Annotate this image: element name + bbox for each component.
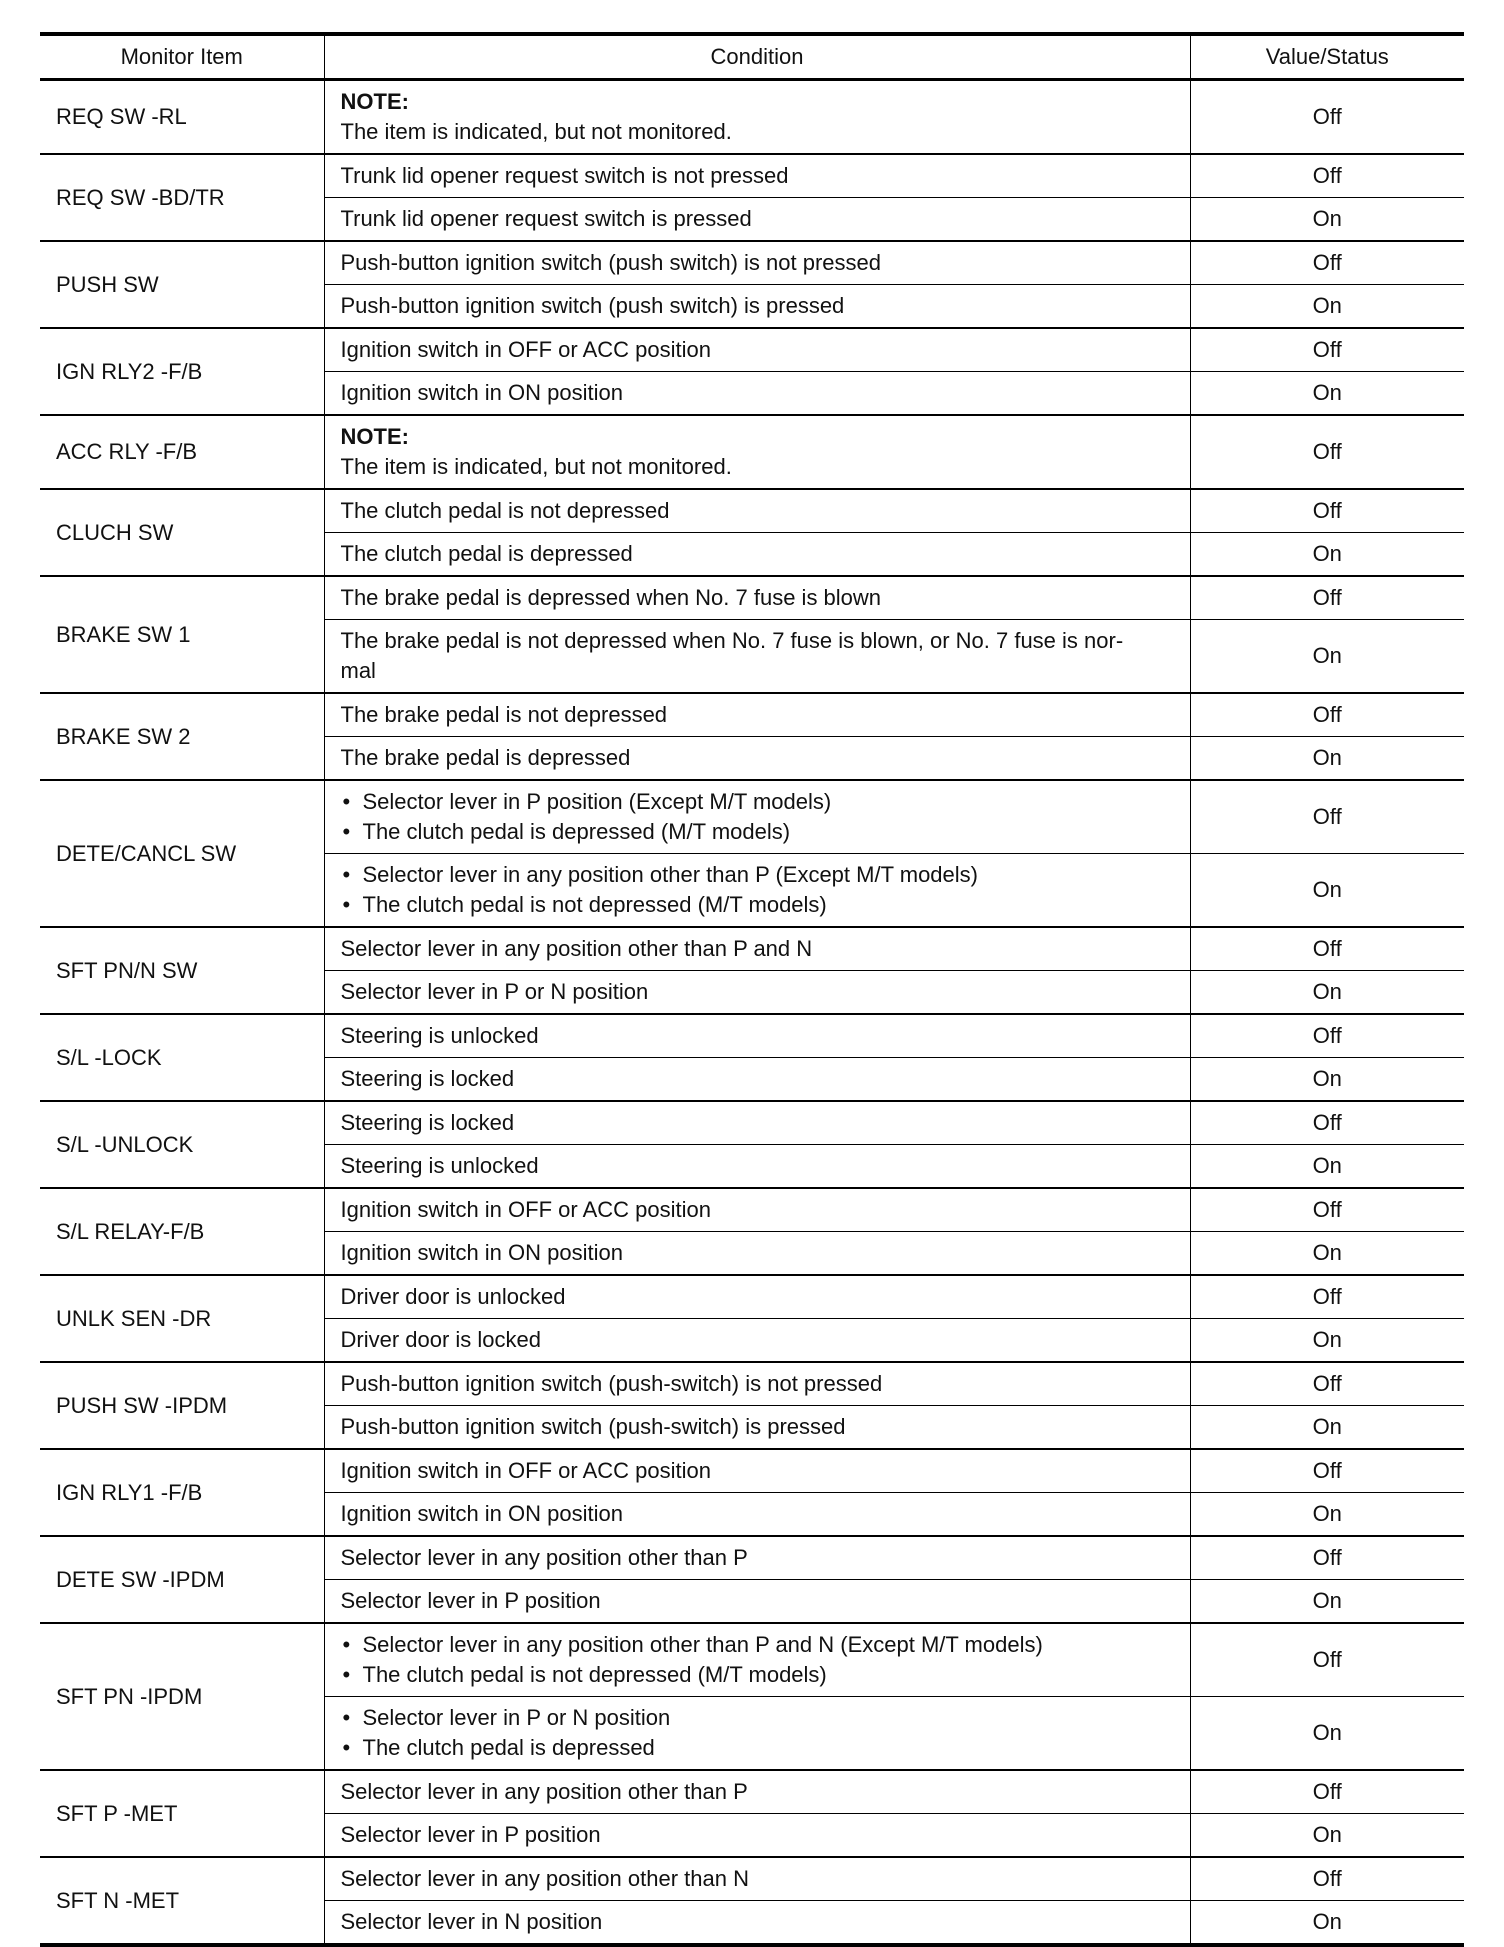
- value-status: Off: [1190, 1014, 1464, 1058]
- note-label: NOTE:: [340, 89, 409, 114]
- monitor-item: SFT PN -IPDM: [40, 1623, 324, 1770]
- table-row: [40, 489, 1464, 533]
- table-row: [40, 576, 1464, 620]
- condition: The clutch pedal is not depressed: [324, 489, 1190, 533]
- condition: [324, 620, 1190, 694]
- monitor-item: PUSH SW -IPDM: [40, 1362, 324, 1449]
- value-status: On: [1190, 854, 1464, 928]
- bullet-item: • The clutch pedal is not depressed (M/T models): [341, 1660, 1182, 1690]
- condition: Ignition switch in ON position: [324, 1493, 1190, 1537]
- table-row: [40, 80, 1464, 155]
- condition: Push-button ignition switch (push switch) is not pressed: [324, 241, 1190, 285]
- value-status: Off: [1190, 576, 1464, 620]
- table-row: [40, 693, 1464, 737]
- monitor-item: S/L -LOCK: [40, 1014, 324, 1101]
- monitor-item: S/L -UNLOCK: [40, 1101, 324, 1188]
- condition: Ignition switch in OFF or ACC position: [324, 1188, 1190, 1232]
- table-row: [40, 415, 1464, 489]
- monitor-item: REQ SW -RL: [40, 80, 324, 155]
- monitor-item: S/L RELAY-F/B: [40, 1188, 324, 1275]
- value-status: Off: [1190, 1536, 1464, 1580]
- value-status: Off: [1190, 1275, 1464, 1319]
- value-status: On: [1190, 1580, 1464, 1624]
- bullet-item: • Selector lever in any position other than P (Except M/T models): [341, 860, 1182, 890]
- value-status: On: [1190, 1319, 1464, 1363]
- condition: [324, 415, 1190, 489]
- bullet-item: • The clutch pedal is not depressed (M/T models): [341, 890, 1182, 920]
- value-status: Off: [1190, 154, 1464, 198]
- bullet-item: • Selector lever in any position other than P and N (Except M/T models): [341, 1630, 1182, 1660]
- condition: Trunk lid opener request switch is pressed: [324, 198, 1190, 242]
- condition: Selector lever in P position: [324, 1580, 1190, 1624]
- value-status: Off: [1190, 1188, 1464, 1232]
- value-status: Off: [1190, 489, 1464, 533]
- condition: Selector lever in any position other than P: [324, 1770, 1190, 1814]
- value-status: Off: [1190, 1101, 1464, 1145]
- condition: Selector lever in N position: [324, 1901, 1190, 1946]
- value-status: Off: [1190, 1623, 1464, 1697]
- monitor-item: SFT N -MET: [40, 1857, 324, 1945]
- note-text: The item is indicated, but not monitored.: [340, 119, 732, 144]
- value-status: On: [1190, 372, 1464, 416]
- monitor-item: CLUCH SW: [40, 489, 324, 576]
- value-status: Off: [1190, 1857, 1464, 1901]
- condition: Ignition switch in OFF or ACC position: [324, 1449, 1190, 1493]
- table-row: [40, 1188, 1464, 1232]
- condition: The brake pedal is depressed: [324, 737, 1190, 781]
- value-status: On: [1190, 198, 1464, 242]
- bullet-item: • Selector lever in P or N position: [341, 1703, 1182, 1733]
- monitor-item: PUSH SW: [40, 241, 324, 328]
- value-status: Off: [1190, 927, 1464, 971]
- value-status: Off: [1190, 415, 1464, 489]
- bullet-item: • Selector lever in P position (Except M/T models): [341, 787, 1182, 817]
- value-status: On: [1190, 737, 1464, 781]
- value-status: On: [1190, 285, 1464, 329]
- note-label: NOTE:: [340, 424, 409, 449]
- condition: Selector lever in P position: [324, 1814, 1190, 1858]
- value-status: Off: [1190, 328, 1464, 372]
- bullet-list: [341, 1630, 1182, 1690]
- value-status: Off: [1190, 241, 1464, 285]
- condition: The brake pedal is depressed when No. 7 fuse is blown: [324, 576, 1190, 620]
- condition: Ignition switch in OFF or ACC position: [324, 328, 1190, 372]
- monitor-item: UNLK SEN -DR: [40, 1275, 324, 1362]
- header-row: [40, 34, 1464, 80]
- value-status: On: [1190, 1058, 1464, 1102]
- table-row: [40, 1362, 1464, 1406]
- monitor-item: BRAKE SW 1: [40, 576, 324, 693]
- value-status: Off: [1190, 1362, 1464, 1406]
- value-status: On: [1190, 1814, 1464, 1858]
- monitor-item: DETE SW -IPDM: [40, 1536, 324, 1623]
- table-row: [40, 1623, 1464, 1697]
- header-condition: Condition: [324, 34, 1190, 80]
- table-row: [40, 1101, 1464, 1145]
- bullet-list: [341, 1703, 1182, 1763]
- value-status: On: [1190, 533, 1464, 577]
- bullet-list: [341, 787, 1182, 847]
- monitor-table: [40, 32, 1464, 1947]
- monitor-item: DETE/CANCL SW: [40, 780, 324, 927]
- condition: Ignition switch in ON position: [324, 1232, 1190, 1276]
- value-status: On: [1190, 1406, 1464, 1450]
- header-monitor-item: Monitor Item: [40, 34, 324, 80]
- value-status: On: [1190, 620, 1464, 694]
- table-row: [40, 1536, 1464, 1580]
- table-row: [40, 328, 1464, 372]
- value-status: Off: [1190, 693, 1464, 737]
- condition: Steering is unlocked: [324, 1014, 1190, 1058]
- condition: Ignition switch in ON position: [324, 372, 1190, 416]
- condition: [324, 1623, 1190, 1697]
- condition: Driver door is unlocked: [324, 1275, 1190, 1319]
- table-row: [40, 927, 1464, 971]
- condition: Push-button ignition switch (push switch) is pressed: [324, 285, 1190, 329]
- value-status: Off: [1190, 1770, 1464, 1814]
- condition: [324, 80, 1190, 155]
- condition: Selector lever in any position other than P: [324, 1536, 1190, 1580]
- condition: [324, 854, 1190, 928]
- table-row: [40, 1857, 1464, 1901]
- condition: Trunk lid opener request switch is not pressed: [324, 154, 1190, 198]
- monitor-item: SFT P -MET: [40, 1770, 324, 1857]
- condition: Steering is unlocked: [324, 1145, 1190, 1189]
- monitor-item: IGN RLY2 -F/B: [40, 328, 324, 415]
- monitor-item: BRAKE SW 2: [40, 693, 324, 780]
- condition: Selector lever in any position other than N: [324, 1857, 1190, 1901]
- value-status: Off: [1190, 1449, 1464, 1493]
- header-value-status: Value/Status: [1190, 34, 1464, 80]
- condition: Selector lever in any position other than P and N: [324, 927, 1190, 971]
- table-row: [40, 1014, 1464, 1058]
- value-status: Off: [1190, 780, 1464, 854]
- bullet-list: [341, 860, 1182, 920]
- monitor-item: REQ SW -BD/TR: [40, 154, 324, 241]
- value-status: On: [1190, 1697, 1464, 1771]
- condition: Selector lever in P or N position: [324, 971, 1190, 1015]
- value-status: On: [1190, 1232, 1464, 1276]
- table-row: [40, 780, 1464, 854]
- table-row: [40, 1275, 1464, 1319]
- table-row: [40, 1770, 1464, 1814]
- condition-line: mal: [340, 658, 376, 683]
- monitor-item: ACC RLY -F/B: [40, 415, 324, 489]
- table-row: [40, 241, 1464, 285]
- table-row: [40, 1449, 1464, 1493]
- monitor-item: IGN RLY1 -F/B: [40, 1449, 324, 1536]
- value-status: On: [1190, 1145, 1464, 1189]
- bullet-item: • The clutch pedal is depressed: [341, 1733, 1182, 1763]
- value-status: Off: [1190, 80, 1464, 155]
- condition: Push-button ignition switch (push-switch) is pressed: [324, 1406, 1190, 1450]
- condition: [324, 780, 1190, 854]
- value-status: On: [1190, 1901, 1464, 1946]
- monitor-item: SFT PN/N SW: [40, 927, 324, 1014]
- condition: Driver door is locked: [324, 1319, 1190, 1363]
- condition: Steering is locked: [324, 1058, 1190, 1102]
- bullet-item: • The clutch pedal is depressed (M/T models): [341, 817, 1182, 847]
- condition: The brake pedal is not depressed: [324, 693, 1190, 737]
- value-status: On: [1190, 1493, 1464, 1537]
- table-row: [40, 154, 1464, 198]
- condition: Push-button ignition switch (push-switch) is not pressed: [324, 1362, 1190, 1406]
- condition: Steering is locked: [324, 1101, 1190, 1145]
- condition-line: The brake pedal is not depressed when No. 7 fuse is blown, or No. 7 fuse is nor-: [340, 628, 1124, 653]
- value-status: On: [1190, 971, 1464, 1015]
- note-text: The item is indicated, but not monitored.: [340, 454, 732, 479]
- condition: [324, 1697, 1190, 1771]
- condition: The clutch pedal is depressed: [324, 533, 1190, 577]
